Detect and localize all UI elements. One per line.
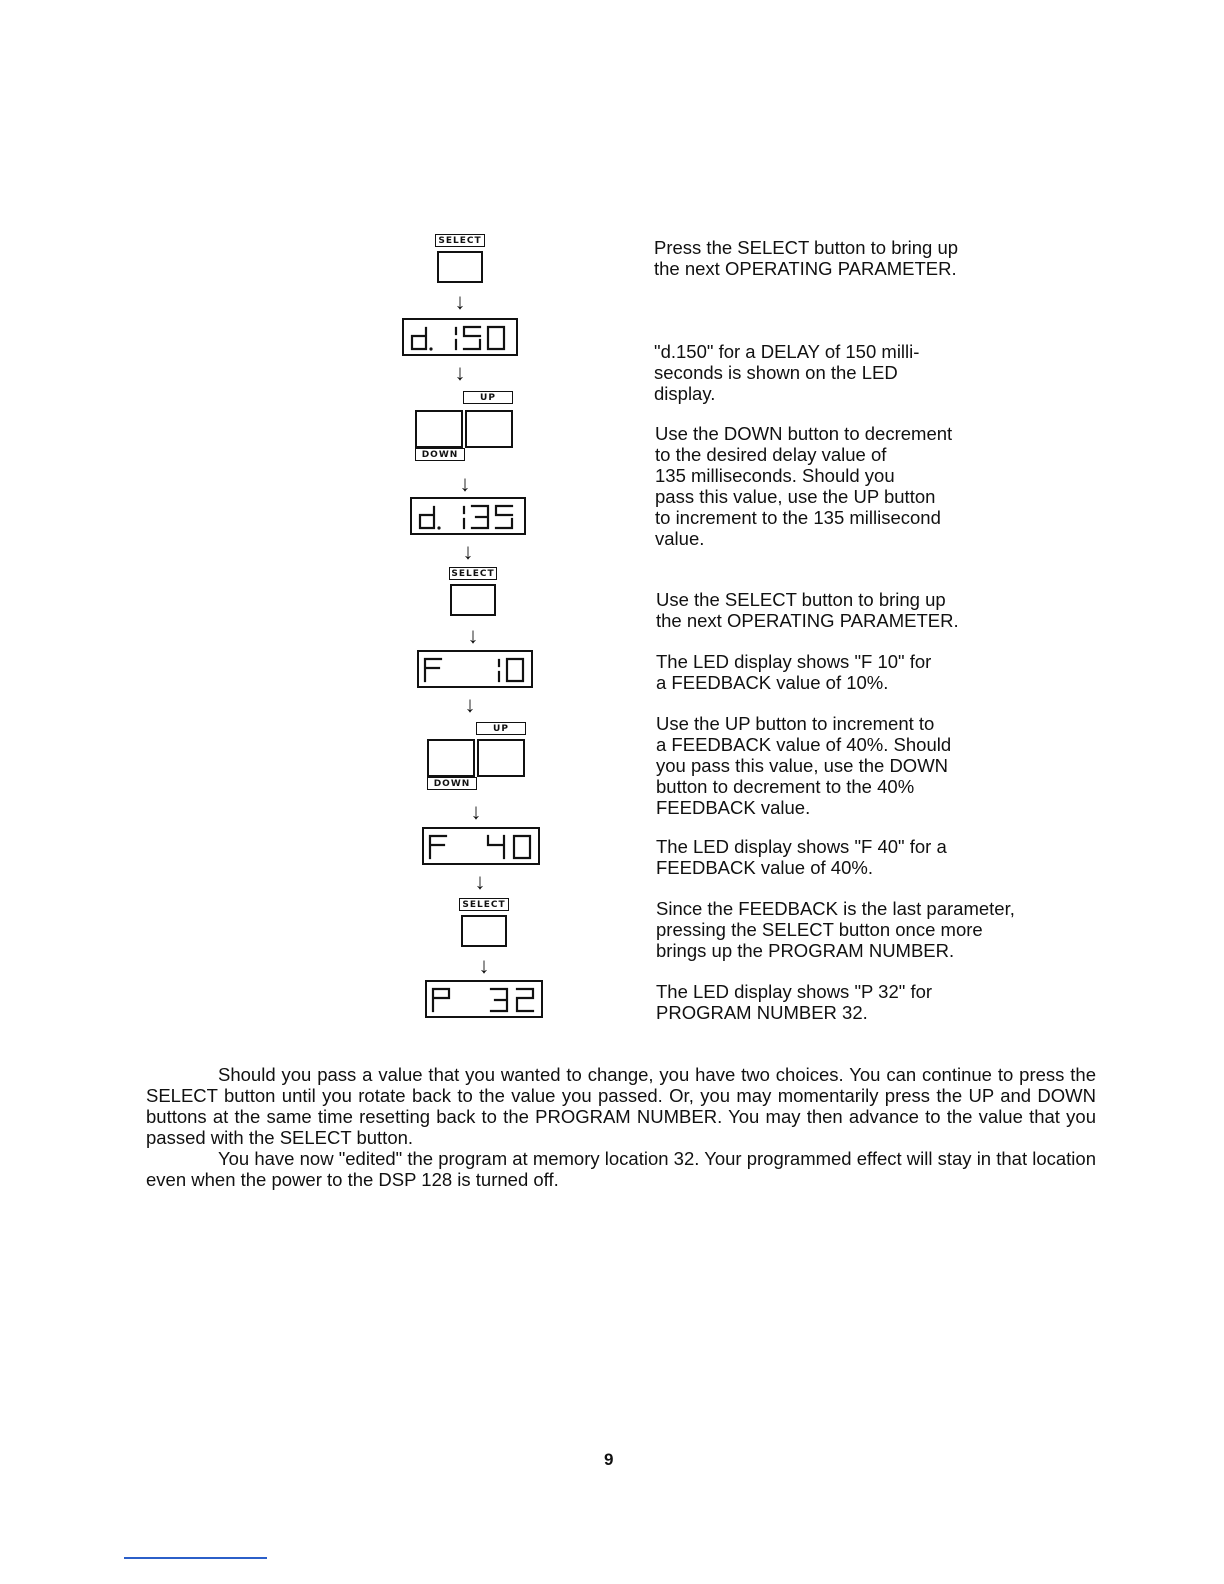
- led-display: [402, 318, 518, 356]
- instruction-text: The LED display shows "F 40" for a FEEDBACK value of 40%.: [656, 836, 947, 878]
- down-arrow-icon: ↓: [478, 953, 490, 978]
- instruction-text: Use the DOWN button to decrement to the desired delay value of 135 milliseconds. Should you pass this value, use the UP button to increment to the 135 millisecond value.: [655, 423, 953, 549]
- body-paragraph: [146, 1064, 1096, 1148]
- instruction-text: The LED display shows "F 10" for a FEEDBACK value of 10%.: [656, 651, 932, 693]
- paragraph-text: You have now "edited" the program at memory location 32. Your programmed effect will stay in that location even when the power to the DSP 128 is turned off.: [146, 1148, 1096, 1190]
- instruction-text: Press the SELECT button to bring up the next OPERATING PARAMETER.: [654, 237, 959, 279]
- led-digits-p32: [427, 982, 541, 1016]
- down-arrow-icon: ↓: [454, 289, 466, 314]
- instruction-text: The LED display shows "P 32" for PROGRAM NUMBER 32.: [656, 981, 933, 1023]
- instruction-text: Use the UP button to increment to a FEEDBACK value of 40%. Should you pass this value, use the DOWN button to decrement to the 40% FEEDBACK value.: [656, 713, 952, 818]
- led-display: [425, 980, 543, 1018]
- down-arrow-icon: ↓: [467, 623, 479, 648]
- down-button[interactable]: [415, 410, 463, 448]
- select-button[interactable]: [461, 915, 507, 947]
- down-arrow-icon: ↓: [459, 471, 471, 496]
- up-button-label: UP: [463, 391, 513, 404]
- select-button-label: SELECT: [459, 898, 509, 911]
- led-display: [422, 827, 540, 865]
- instruction-text: Since the FEEDBACK is the last parameter, pressing the SELECT button once more brings up the PROGRAM NUMBER.: [656, 898, 1015, 961]
- down-arrow-icon: ↓: [454, 360, 466, 385]
- up-button[interactable]: [477, 739, 525, 777]
- paragraph-text: Should you pass a value that you wanted to change, you have two choices. You can continue to press the SELECT button until you rotate back to the value you passed. Or, you may momentarily press the UP and DOWN buttons at the same time resetting back to the PROGRAM NUMBER. You may then advance to the value that you passed with the SELECT button.: [146, 1064, 1096, 1148]
- body-paragraph: [146, 1148, 1096, 1190]
- led-display: [417, 650, 533, 688]
- led-digits-f10: [419, 652, 531, 686]
- instruction-text: "d.150" for a DELAY of 150 milli- seconds is shown on the LED display.: [654, 341, 920, 404]
- led-digits-d135: [412, 499, 524, 533]
- down-arrow-icon: ↓: [462, 539, 474, 564]
- led-digits-f40: [424, 829, 538, 863]
- footer-rule: [124, 1557, 267, 1559]
- select-button-label: SELECT: [435, 234, 485, 247]
- down-button[interactable]: [427, 739, 475, 777]
- select-button-label: SELECT: [449, 567, 497, 580]
- down-button-label: DOWN: [415, 448, 465, 461]
- select-button[interactable]: [450, 584, 496, 616]
- down-arrow-icon: ↓: [470, 799, 482, 824]
- select-button[interactable]: [437, 251, 483, 283]
- up-button-label: UP: [476, 722, 526, 735]
- down-arrow-icon: ↓: [474, 869, 486, 894]
- up-button[interactable]: [465, 410, 513, 448]
- instruction-text: Use the SELECT button to bring up the next OPERATING PARAMETER.: [656, 589, 959, 631]
- led-display: [410, 497, 526, 535]
- down-button-label: DOWN: [427, 777, 477, 790]
- led-digits-d150: [404, 320, 516, 354]
- down-arrow-icon: ↓: [464, 692, 476, 717]
- page-number: 9: [604, 1450, 614, 1469]
